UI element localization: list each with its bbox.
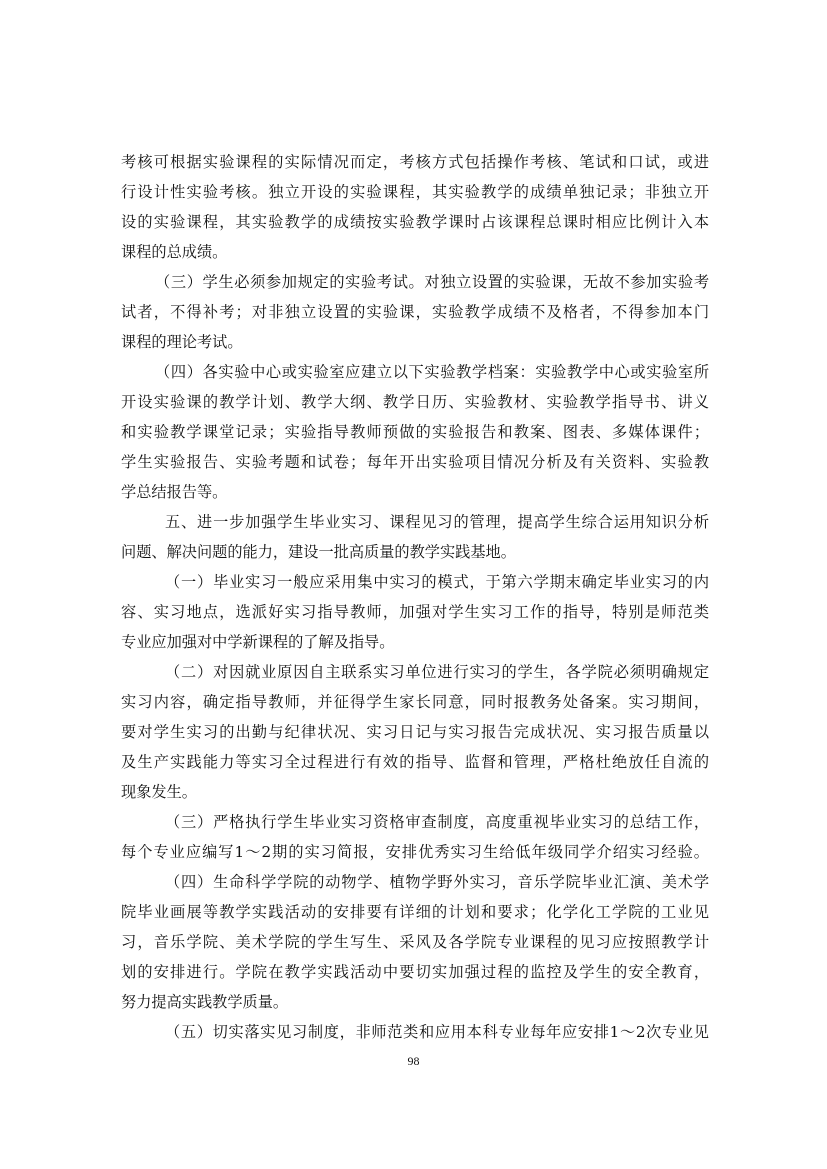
text-line: 设的实验课程，其实验教学的成绩按实验教学课时占该课程总课时相应比例计入本 — [121, 213, 709, 231]
text-line: （四）各实验中心或实验室应建立以下实验教学档案：实验教学中心或实验室所 — [155, 363, 709, 381]
text-line: 学生实验报告、实验考题和试卷；每年开出实验项目情况分析及有关资料、实验教 — [121, 453, 709, 471]
text-line: 学总结报告等。 — [121, 483, 228, 501]
text-line: 和实验教学课堂记录；实验指导教师预做的实验报告和教案、图表、多媒体课件； — [121, 423, 709, 441]
text-line: 试者，不得补考；对非独立设置的实验课，实验教学成绩不及格者，不得参加本门 — [121, 303, 709, 321]
text-line: 专业应加强对中学新课程的了解及指导。 — [121, 633, 395, 651]
text-line: 课程的理论考试。 — [121, 333, 243, 351]
text-line: 及生产实践能力等实习全过程进行有效的指导、监督和管理，严格杜绝放任自流的 — [121, 753, 709, 771]
text-line: 课程的总成绩。 — [121, 243, 228, 261]
text-line: 院毕业画展等教学实践活动的安排要有详细的计划和要求；化学化工学院的工业见 — [121, 903, 709, 921]
text-line: （四）生命科学学院的动物学、植物学野外实习，音乐学院毕业汇演、美术学 — [165, 873, 709, 891]
text-line: 努力提高实践教学质量。 — [121, 993, 289, 1011]
text-line: （三）学生必须参加规定的实验考试。对独立设置的实验课，无故不参加实验考 — [155, 273, 709, 291]
page-number: 98 — [407, 1054, 420, 1068]
text-line: （三）严格执行学生毕业实习资格审查制度，高度重视毕业实习的总结工作， — [165, 813, 709, 831]
text-line: 实习内容，确定指导教师，并征得学生家长同意，同时报教务处备案。实习期间， — [121, 693, 709, 711]
text-line: 划的安排进行。学院在教学实践活动中要切实加强过程的监控及学生的安全教育， — [121, 963, 709, 981]
text-line: 每个专业应编写1～2期的实习简报，安排优秀实习生给低年级同学介绍实习经验。 — [121, 843, 709, 861]
text-line: （二）对因就业原因自主联系实习单位进行实习的学生，各学院必须明确规定 — [165, 663, 709, 681]
text-line: （五）切实落实见习制度，非师范类和应用本科专业每年应安排1～2次专业见 — [165, 1023, 709, 1041]
text-line: （一）毕业实习一般应采用集中实习的模式，于第六学期末确定毕业实习的内 — [165, 573, 709, 591]
text-line: 考核可根据实验课程的实际情况而定，考核方式包括操作考核、笔试和口试，或进 — [121, 153, 709, 171]
text-line: 习，音乐学院、美术学院的学生写生、采风及各学院专业课程的见习应按照教学计 — [121, 933, 709, 951]
section-heading: 五、进一步加强学生毕业实习、课程见习的管理，提高学生综合运用知识分析 — [165, 513, 709, 531]
text-line: 开设实验课的教学计划、教学大纲、教学日历、实验教材、实验教学指导书、讲义 — [121, 393, 709, 411]
text-line: 容、实习地点，选派好实习指导教师，加强对学生实习工作的指导，特别是师范类 — [121, 603, 709, 621]
text-line: 现象发生。 — [121, 783, 197, 801]
section-heading: 问题、解决问题的能力，建设一批高质量的教学实践基地。 — [121, 543, 516, 561]
text-line: 行设计性实验考核。独立开设的实验课程，其实验教学的成绩单独记录；非独立开 — [121, 183, 709, 201]
text-line: 要对学生实习的出勤与纪律状况、实习日记与实习报告完成状况、实习报告质量以 — [121, 723, 709, 741]
